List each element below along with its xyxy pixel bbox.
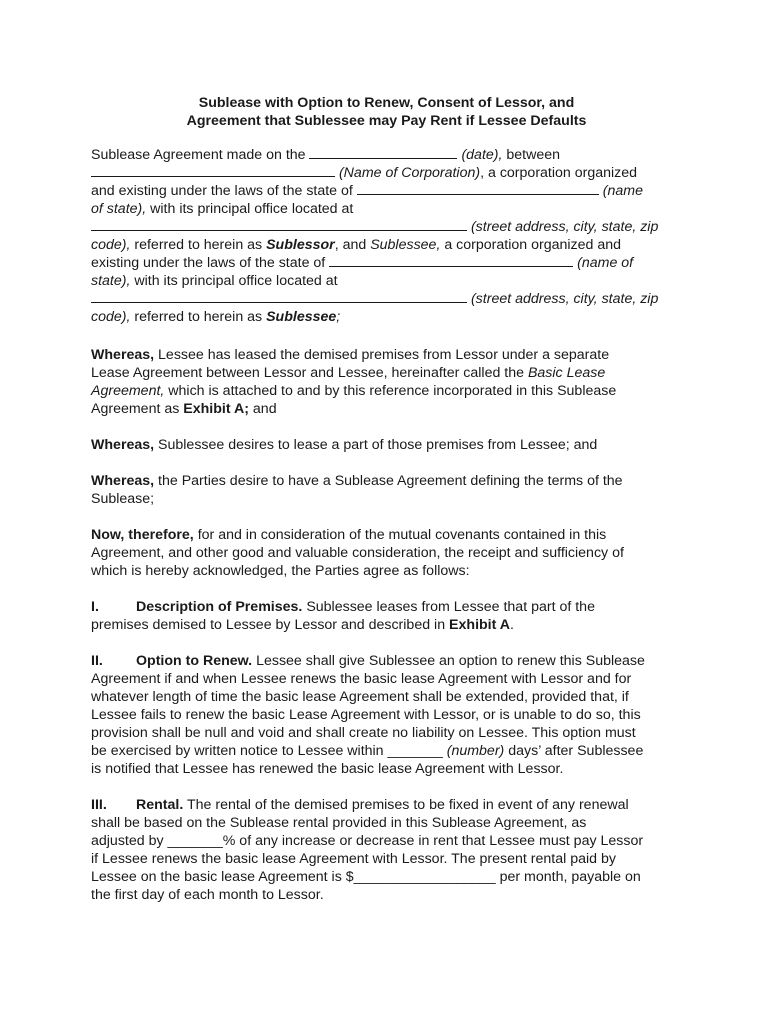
amount-blank: __________________: [353, 869, 496, 885]
date-blank: [309, 146, 457, 159]
section-heading: Option to Renew.: [136, 653, 253, 669]
title-line-1: Sublease with Option to Renew, Consent of Lessor, and: [198, 95, 575, 111]
intro-paragraph: Sublease Agreement made on the (date), between (Name of Corporation), a corporation organized and existing under the laws of the state of (name of state), with its principal office located at (street address, city, state, zip code), referred to herein as Sublessor, and Sublessee, a corporation organized and existing under the laws of the state of (name of state), with its principal office located at (street address, city, state, zip code), referred to herein as Sublessee;: [91, 147, 659, 325]
percent-blank: _______: [167, 833, 223, 849]
state-blank-2: [329, 254, 573, 267]
section-option-to-renew: II. Option to Renew. Lessee shall give Sublessee an option to renew this Sublease Agreement if and when Lessee renews the basic lease Agreement with Lessor and for whatever length of time the basic lease Agreement shall be extended, provided that, if Lessee fails to renew the basic Lease Agreement with Lessor, or is unable to do so, this provision shall be null and void and shall create no liability on Lessee. This option must be exercised by written notice to Lessee within _______ (number) days’ after Sublessee is notified that Lessee has renewed the basic lease Agreement with Lessor.: [91, 653, 645, 777]
section-heading: Rental.: [136, 797, 184, 813]
whereas-paragraph-3: Whereas, the Parties desire to have a Sublease Agreement defining the terms of the Sublease;: [91, 473, 623, 507]
section-heading: Description of Premises.: [136, 599, 303, 615]
section-description-of-premises: I. Description of Premises. Sublessee leases from Lessee that part of the premises demised to Lessee by Lessor and described in Exhibit A.: [91, 599, 595, 633]
section-number: III.: [91, 797, 107, 813]
sublessee-term: Sublessee: [266, 309, 337, 325]
section-number: II.: [91, 653, 103, 669]
address-blank-2: [91, 290, 467, 303]
title-line-2: Agreement that Sublessee may Pay Rent if Lessee Defaults: [186, 113, 587, 129]
now-therefore-paragraph: Now, therefore, for and in consideration of the mutual covenants contained in this Agreement, and other good and valuable consideration, the receipt and sufficiency of which is hereby acknowledged, the Parties agree as follows:: [91, 527, 624, 579]
corporation-name-blank: [91, 164, 335, 177]
document-title: [91, 94, 678, 130]
section-number: I.: [91, 599, 99, 615]
whereas-paragraph-2: Whereas, Sublessee desires to lease a part of those premises from Lessee; and: [91, 437, 598, 453]
days-blank: _______: [387, 743, 443, 759]
sublessor-term: Sublessor: [266, 237, 335, 253]
state-blank-1: [357, 182, 599, 195]
address-blank-1: [91, 218, 467, 231]
whereas-paragraph-1: Whereas, Lessee has leased the demised premises from Lessor under a separate Lease Agreement between Lessor and Lessee, hereinafter called the Basic Lease Agreement, which is attached to and by this reference incorporated in this Sublease Agreement as Exhibit A; and: [91, 347, 617, 417]
section-rental: III. Rental. The rental of the demised premises to be fixed in event of any renewal shall be based on the Sublease rental provided in this Sublease Agreement, as adjusted by _______% of any increase or decrease in rent that Lessee must pay Lessor if Lessee renews the basic lease Agreement with Lessor. The present rental paid by Lessee on the basic lease Agreement is $__________________ per month, payable on the first day of each month to Lessor.: [91, 797, 644, 903]
